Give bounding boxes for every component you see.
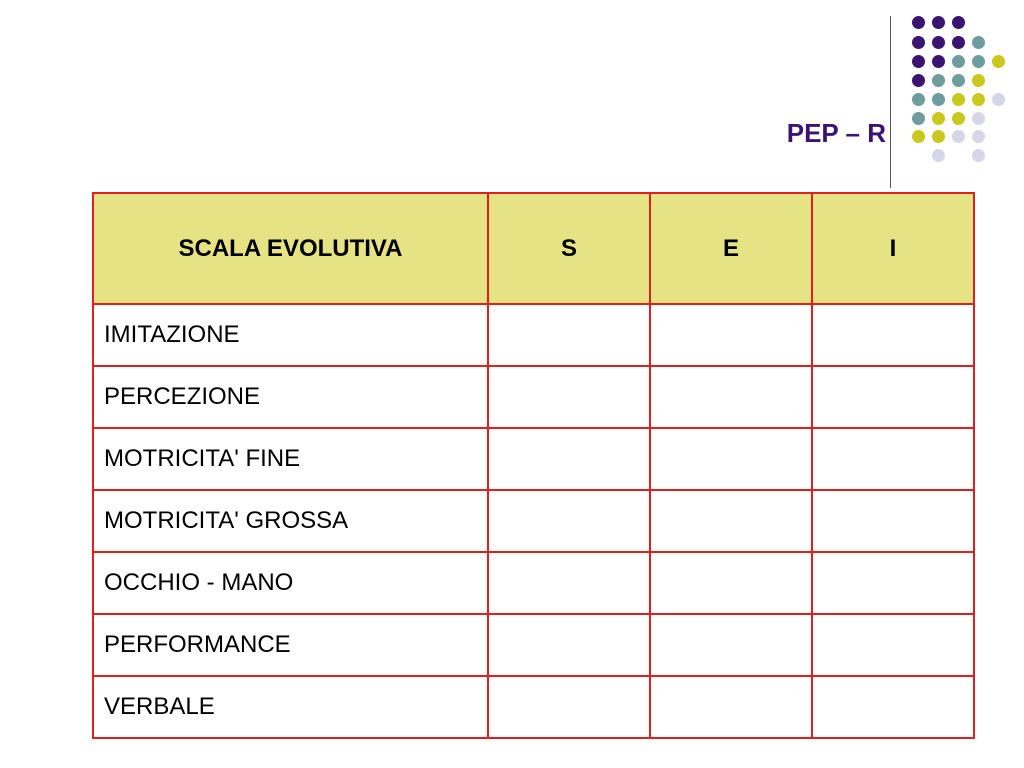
cell-i [812,366,974,428]
table-row [93,428,974,490]
cell-s [488,614,650,676]
decorative-dot [952,55,965,68]
decorative-dot [992,93,1005,106]
cell-i [812,614,974,676]
decorative-dot [912,55,925,68]
cell-s [488,490,650,552]
decorative-dot [972,130,985,143]
cell-e [650,490,812,552]
decorative-dot [912,112,925,125]
decorative-dot [952,112,965,125]
cell-i [812,428,974,490]
decorative-dot [952,130,965,143]
vertical-divider-line [890,16,891,188]
decorative-dot [932,16,945,29]
decorative-dot [932,74,945,87]
header-scala-evolutiva: SCALA EVOLUTIVA [93,193,488,304]
row-label: OCCHIO - MANO [93,552,488,614]
cell-e [650,428,812,490]
cell-i [812,676,974,738]
decorative-dot [952,16,965,29]
table-row [93,304,974,366]
table-header-row [93,193,974,304]
cell-i [812,304,974,366]
cell-s [488,552,650,614]
table-row [93,552,974,614]
decorative-dot [912,36,925,49]
decorative-dot [932,36,945,49]
decorative-dot [952,93,965,106]
decorative-dot [992,55,1005,68]
decorative-dot [912,16,925,29]
cell-e [650,614,812,676]
table-row [93,676,974,738]
decorative-dot [972,93,985,106]
decorative-dot [972,55,985,68]
decorative-dot [932,55,945,68]
decorative-dot [932,130,945,143]
row-label: PERFORMANCE [93,614,488,676]
cell-s [488,428,650,490]
cell-s [488,676,650,738]
table-row [93,366,974,428]
row-label: MOTRICITA' GROSSA [93,490,488,552]
decorative-dot [912,93,925,106]
table-row [93,490,974,552]
decorative-dot [972,112,985,125]
header-i: I [812,193,974,304]
decorative-dot [952,74,965,87]
decorative-dot [912,130,925,143]
decorative-dot [932,93,945,106]
cell-i [812,490,974,552]
decorative-dot [952,36,965,49]
decorative-dot-grid [0,0,1024,200]
evolution-scale-table-container [92,192,975,739]
header-e: E [650,193,812,304]
row-label: VERBALE [93,676,488,738]
row-label: MOTRICITA' FINE [93,428,488,490]
cell-e [650,552,812,614]
table-row [93,614,974,676]
decorative-dot [932,149,945,162]
cell-i [812,552,974,614]
cell-e [650,304,812,366]
cell-s [488,304,650,366]
decorative-dot [972,149,985,162]
slide-title: PEP – R [786,118,886,148]
decorative-dot [912,74,925,87]
cell-s [488,366,650,428]
decorative-dot [932,112,945,125]
decorative-dot [972,36,985,49]
decorative-dot [972,74,985,87]
cell-e [650,366,812,428]
cell-e [650,676,812,738]
header-s: S [488,193,650,304]
evolution-scale-table [92,192,975,739]
row-label: IMITAZIONE [93,304,488,366]
row-label: PERCEZIONE [93,366,488,428]
